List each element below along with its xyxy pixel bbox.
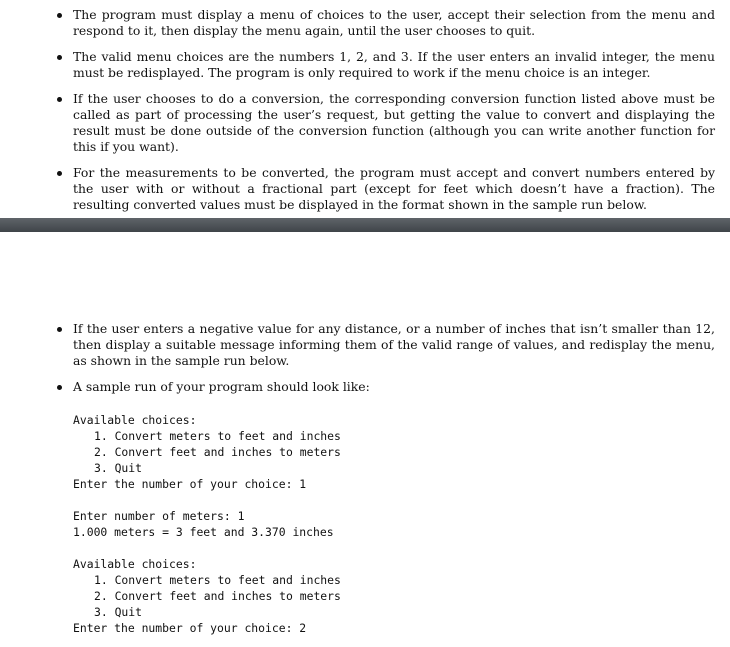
bullet-icon [57,171,62,176]
list-item-text: For the measurements to be converted, the program must accept and convert numbers entered by the user with or without a fractional part (except for feet which doesn’t have a fraction). The resulting converted values must be displayed in the format shown in the sample run below. [73,165,715,212]
list-item-text: If the user chooses to do a conversion, the corresponding conversion function listed above must be called as part of processing the user’s request, but getting the value to convert and displaying the result must be done outside of the conversion function (although you can write another function for this if you want). [73,91,715,154]
list-item-text: The program must display a menu of choices to the user, accept their selection from the menu and respond to it, then display the menu again, until the user chooses to quit. [73,7,715,38]
meters-prompt: Enter number of meters: 1 [73,509,245,523]
list-item-text: A sample run of your program should look like: [73,379,370,394]
list-item [57,91,715,155]
menu-option: 1. Convert meters to feet and inches [94,429,341,443]
requirements-list-continued [57,321,715,405]
list-item-text: The valid menu choices are the numbers 1, 2, and 3. If the user enters an invalid integer, the menu must be redisplayed. The program is only required to work if the menu choice is an integer. [73,49,715,80]
menu-option: 3. Quit [94,461,143,475]
choice-prompt: Enter the number of your choice: 2 [73,621,307,635]
menu-option: 2. Convert feet and inches to meters [94,445,341,459]
bullet-icon [57,97,62,102]
list-item [57,379,715,395]
list-item [57,49,715,81]
menu-header: Available choices: [73,413,197,427]
list-item [57,7,715,39]
bullet-icon [57,13,62,18]
bullet-icon [57,55,62,60]
list-item-text: If the user enters a negative value for any distance, or a number of inches that isn’t smaller than 12, then display a suitable message informing them of the valid range of values, and redisplay the menu, as shown in the sample run below. [73,321,715,368]
menu-header: Available choices: [73,557,197,571]
requirements-list [57,7,715,223]
bullet-icon [57,385,62,390]
bullet-icon [57,327,62,332]
blank-line [73,492,341,508]
menu-option: 2. Convert feet and inches to meters [94,589,341,603]
choice-prompt: Enter the number of your choice: 1 [73,477,307,491]
menu-option: 3. Quit [94,605,143,619]
page-divider [0,218,730,232]
document-page-bottom [0,232,730,647]
list-item [57,165,715,213]
menu-option: 1. Convert meters to feet and inches [94,573,341,587]
blank-line [73,540,341,556]
conversion-result: 1.000 meters = 3 feet and 3.370 inches [73,525,334,539]
document-page-top [0,0,730,218]
list-item [57,321,715,369]
sample-run-output [73,412,341,636]
